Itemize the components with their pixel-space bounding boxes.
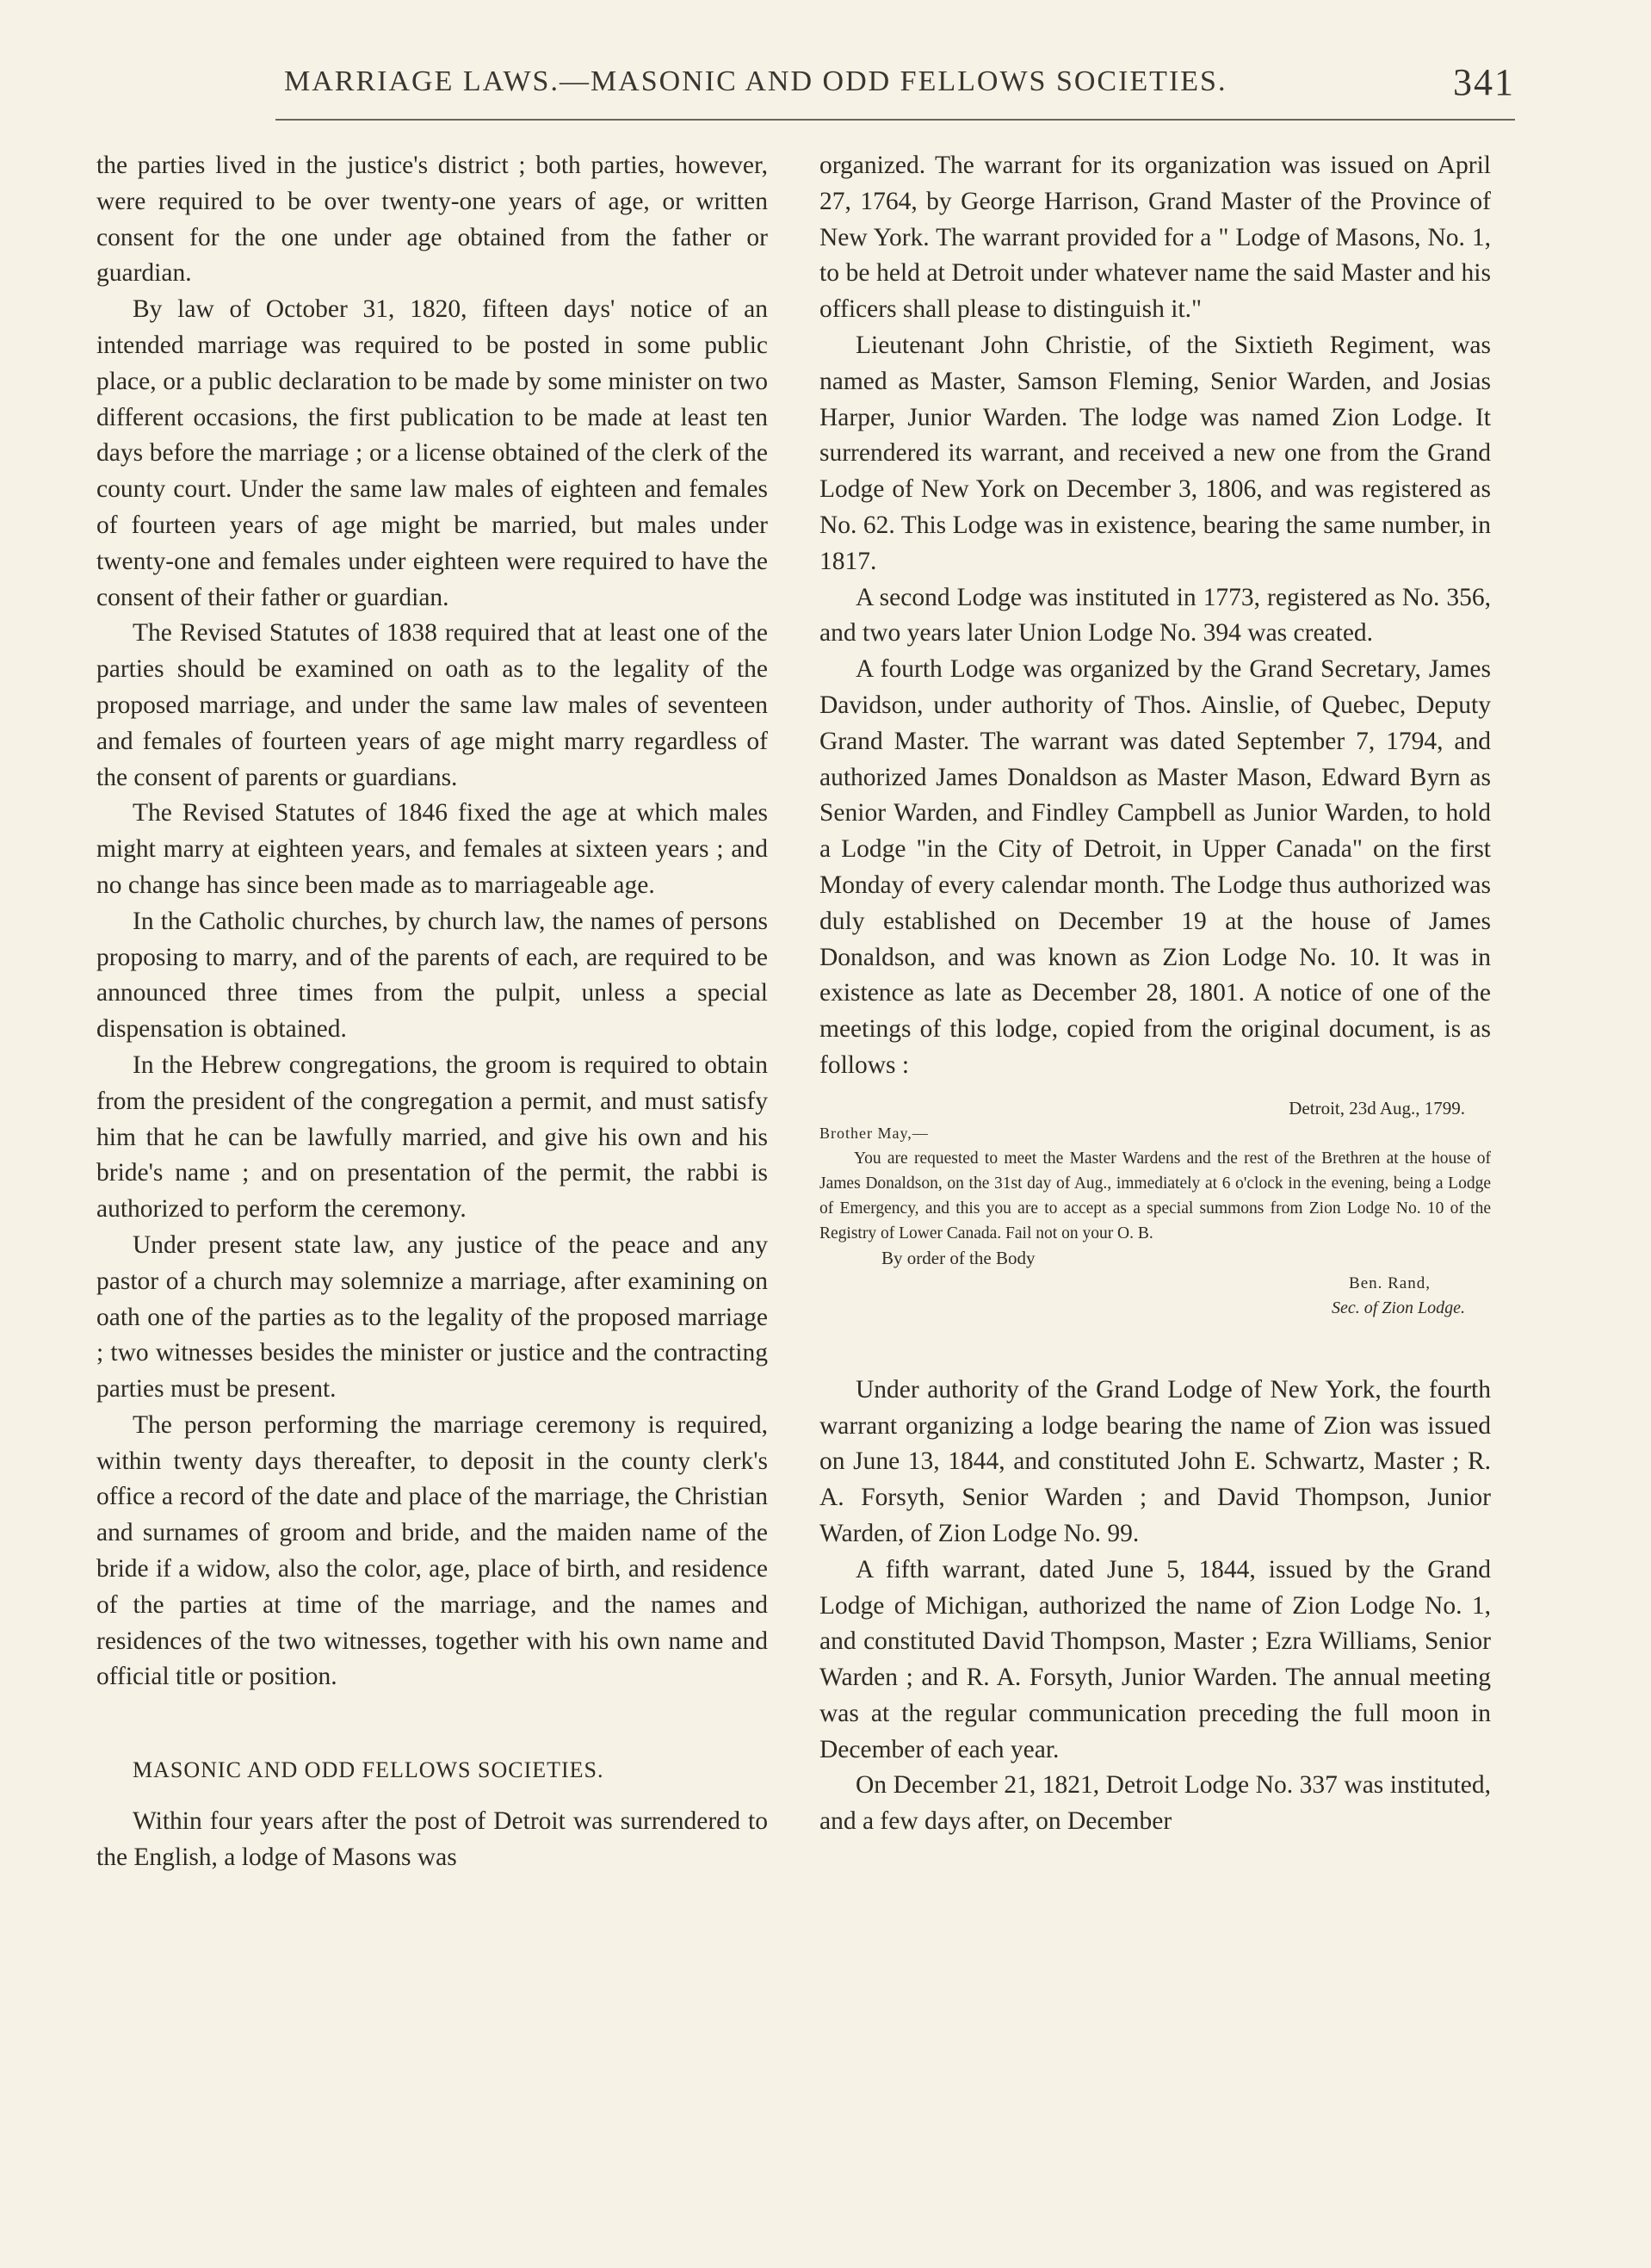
paragraph: In the Hebrew congregations, the groom is required to obtain from the president of the congregation a permit, and must satisfy him that he can be lawfully married, and give his own and his bride's name ; and on presentation of the permit, the rabbi is authorized to perform the ceremony. <box>96 1050 768 1224</box>
paragraph: The person performing the marriage ceremony is required, within twenty days thereafter, to deposit in the county clerk's office a record of the date and place of the marriage, the Christian and surnames of groom and bride, and the maiden name of the bride if a widow, also the color, age, place of birth, and residence of the parties at time of the marriage, and the names and residences of the two witnesses, together with his own name and official title or position. <box>96 1410 768 1691</box>
after-notice-text <box>819 1373 1491 1840</box>
notice-body: You are requested to meet the Master Wardens and the rest of the Brethren at the house of James Donaldson, on the 31st day of Aug., immediately at 6 o'clock in the evening, being a Lodge of Emergency, and this you are to accept as a special summons from Zion Lodge No. 10 of the Registry of Lower Canada. Fail not on your O. B. <box>819 1149 1491 1242</box>
notice-signature-title: Sec. of Zion Lodge. <box>1332 1298 1465 1317</box>
paragraph: By law of October 31, 1820, fifteen days' notice of an intended marriage was required to be posted in some public place, or a public declaration to be made by some minister on two different occasions, the first publication to be made at least ten days before the marriage ; or a license obtained of the clerk of the county court. Under the same law males of eighteen and females of fourteen years of age might be married, but males under twenty-one and females under eighteen were required to have the consent of their father or guardian. <box>96 295 768 611</box>
paragraph: Under authority of the Grand Lodge of New York, the fourth warrant organizing a lodge bearing the name of Zion was issued on June 13, 1844, and constituted John E. Schwartz, Master ; R. A. Forsyth, Senior Warden ; and David Thompson, Junior Warden, of Zion Lodge No. 99. <box>819 1375 1491 1547</box>
paragraph: Lieutenant John Christie, of the Sixtieth Regiment, was named as Master, Samson Fleming, Senior Warden, and Josias Harper, Junior Warden. The lodge was named Zion Lodge. It surrendered its warrant, and received a new one from the Grand Lodge of New York on December 3, 1806, and was registered as No. 62. This Lodge was in existence, bearing the same number, in 1817. <box>819 331 1491 575</box>
paragraph: The Revised Statutes of 1838 required that at least one of the parties should be examined on oath as to the legality of the proposed marriage, and under the same law males of seventeen and females of fourteen years of age might marry regardless of the consent of parents or guardians. <box>96 619 768 791</box>
paragraph: On December 21, 1821, Detroit Lodge No. 337 was instituted, and a few days after, on December <box>819 1771 1491 1836</box>
paragraph: Within four years after the post of Detroit was surrendered to the English, a lodge of Masons was <box>96 1807 768 1871</box>
notice-date: Detroit, 23d Aug., 1799. <box>1289 1097 1465 1119</box>
page-number: 341 <box>1453 61 1515 103</box>
quoted-notice <box>819 1096 1491 1321</box>
running-title: MARRIAGE LAWS.—MASONIC AND ODD FELLOWS SOCIETIES. <box>284 65 1227 97</box>
notice-salutation: Brother May,— <box>819 1124 929 1142</box>
left-column <box>96 148 768 1876</box>
paragraph: A fifth warrant, dated June 5, 1844, issued by the Grand Lodge of Michigan, authorized the name of Zion Lodge No. 1, and constituted David Thompson, Master ; Ezra Williams, Senior Warden ; and R. A. Forsyth, Junior Warden. The annual meeting was at the regular communication preceding the full moon in December of each year. <box>819 1555 1491 1763</box>
paragraph: the parties lived in the justice's district ; both parties, however, were required to be over twenty-one years of age, or written consent for the one under age obtained from the father or guardian. <box>96 152 768 288</box>
paragraph: In the Catholic churches, by church law, the names of persons proposing to marry, and of the parents of each, are required to be announced three times from the pulpit, unless a special dispensation is obtained. <box>96 907 768 1044</box>
header-rule <box>275 119 1515 121</box>
running-header <box>275 60 1515 121</box>
right-column <box>819 148 1491 1840</box>
paragraph: A fourth Lodge was organized by the Grand Secretary, James Davidson, under authority of Thos. Ainslie, of Quebec, Deputy Grand Master. The warrant was dated September 7, 1794, and authorized James Donaldson as Master Mason, Edward Byrn as Senior Warden, and Findley Campbell as Junior Warden, to hold a Lodge "in the City of Detroit, in Upper Canada" on the first Monday of every calendar month. The Lodge thus authorized was duly established on December 19 at the house of James Donaldson, and was known as Zion Lodge No. 10. It was in existence as late as December 28, 1801. A notice of one of the meetings of this lodge, copied from the original document, is as follows : <box>819 655 1491 1079</box>
paragraph: The Revised Statutes of 1846 fixed the age at which males might marry at eighteen years, and females at sixteen years ; and no change has since been made as to marriageable age. <box>96 799 768 899</box>
section-heading: MASONIC AND ODD FELLOWS SOCIETIES. <box>133 1757 604 1783</box>
notice-signature: Ben. Rand, <box>1349 1273 1431 1292</box>
paragraph: Under present state law, any justice of the peace and any pastor of a church may solemnize a marriage, after examining on oath one of the parties as to the legality of the proposed marriage ; two witnesses besides the minister or justice and the contracting parties must be present. <box>96 1230 768 1404</box>
paragraph: A second Lodge was instituted in 1773, registered as No. 356, and two years later Union Lodge No. 394 was created. <box>819 583 1491 648</box>
notice-order: By order of the Body <box>881 1247 1036 1268</box>
paragraph: organized. The warrant for its organization was issued on April 27, 1764, by George Harrison, Grand Master of the Province of New York. The warrant provided for a " Lodge of Masons, No. 1, to be held at Detroit under whatever name the said Master and his officers shall please to distinguish it." <box>819 152 1491 324</box>
